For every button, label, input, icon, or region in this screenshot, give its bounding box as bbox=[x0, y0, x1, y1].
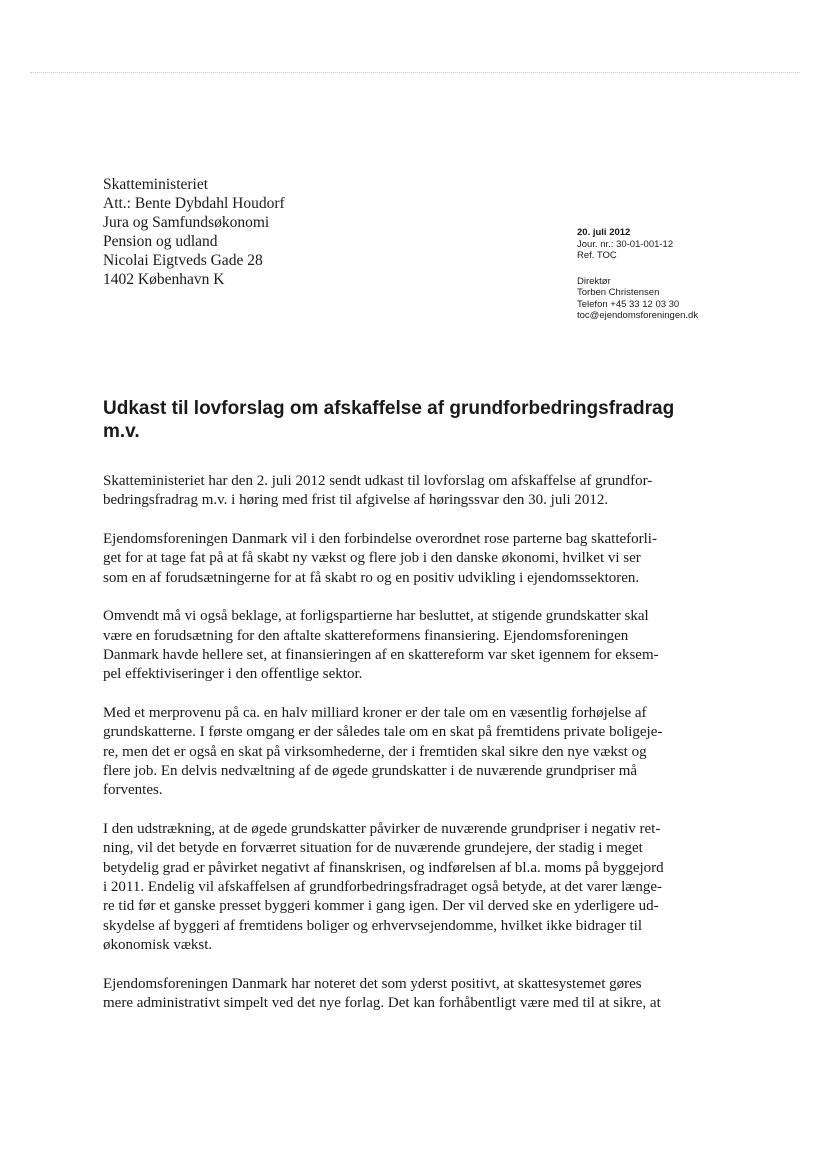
text-line: forventes. bbox=[103, 782, 163, 799]
letter-body bbox=[103, 472, 699, 1033]
heading-line: m.v. bbox=[103, 421, 140, 442]
letter-heading bbox=[103, 397, 693, 443]
sender-email: toc@ejendomsforeningen.dk bbox=[577, 310, 699, 321]
text-line: Omvendt må vi også beklage, at forligspartierne har besluttet, at stigende grundskatter skal bbox=[103, 608, 649, 625]
heading-line: Udkast til lovforslag om afskaffelse af grundforbedringsfradrag bbox=[103, 398, 675, 419]
spacer bbox=[577, 262, 698, 276]
recipient-line: Skatteministeriet bbox=[103, 176, 209, 193]
text-line: ning, vil det betyde en forværret situation for de nuværende grundejere, der stadig i meget bbox=[103, 840, 643, 857]
reference: Ref. TOC bbox=[577, 250, 617, 261]
text-line: mere administrativt simpelt ved det nye forlag. Det kan forhåbentligt være med til at sikre, at bbox=[103, 995, 661, 1012]
recipient-line: 1402 København K bbox=[103, 271, 225, 288]
paragraph bbox=[103, 820, 699, 955]
journal-number: Jour. nr.: 30-01-001-12 bbox=[577, 238, 674, 250]
recipient-line: Pension og udland bbox=[103, 233, 218, 250]
scan-artifact-line bbox=[30, 72, 800, 73]
text-line: get for at tage fat på at få skabt ny vækst og flere job i den danske økonomi, hvilket vi ser bbox=[103, 550, 641, 567]
text-line: økonomisk vækst. bbox=[103, 936, 213, 953]
paragraph bbox=[103, 975, 699, 1014]
paragraph bbox=[103, 472, 699, 511]
text-line: Ejendomsforeningen Danmark har noteret det som yderst positivt, at skattesystemet gøres bbox=[103, 975, 642, 992]
text-line: flere job. En delvis nedvæltning af de øgede grundskatter i de nuværende grundpriser må bbox=[103, 763, 638, 780]
recipient-line: Nicolai Eigtveds Gade 28 bbox=[103, 252, 263, 269]
text-line: som en af forudsætningerne for at få skabt ro og en positiv udvikling i ejendomssektoren. bbox=[103, 569, 640, 586]
sender-phone: Telefon +45 33 12 03 30 bbox=[577, 298, 680, 310]
text-line: Med et merprovenu på ca. en halv milliard kroner er der tale om en væsentlig forhøjelse af bbox=[103, 705, 647, 722]
paragraph bbox=[103, 530, 699, 588]
recipient-line: Att.: Bente Dybdahl Houdorf bbox=[103, 195, 285, 212]
sender-name: Torben Christensen bbox=[577, 287, 660, 298]
recipient-line: Jura og Samfundsøkonomi bbox=[103, 214, 270, 231]
paragraph bbox=[103, 607, 699, 684]
sender-title: Direktør bbox=[577, 275, 611, 287]
text-line: re tid før et ganske presset byggeri kommer i gang igen. Der vil derved ske en yderligere ud- bbox=[103, 898, 659, 915]
text-line: i 2011. Endelig vil afskaffelsen af grundforbedringsfradraget også betyde, at det varer længe- bbox=[103, 879, 662, 896]
text-line: være en forudsætning for den aftalte skattereformens finansiering. Ejendomsforeningen bbox=[103, 627, 629, 644]
recipient-address bbox=[103, 175, 285, 289]
text-line: re, men det er også en skat på virksomhederne, der i fremtiden skal sikre den nye vækst og bbox=[103, 743, 647, 760]
letter-date: 20. juli 2012 bbox=[577, 227, 631, 238]
paragraph bbox=[103, 704, 699, 800]
text-line: betydelig grad er påvirket negativt af finanskrisen, og indførelsen af bl.a. moms på byggejord bbox=[103, 859, 664, 876]
text-line: grundskatterne. I første omgang er der således tale om en skat på fremtidens private boligeje- bbox=[103, 724, 663, 741]
sender-info bbox=[577, 227, 698, 322]
text-line: Ejendomsforeningen Danmark vil i den forbindelse overordnet rose parterne bag skatteforli- bbox=[103, 531, 657, 548]
text-line: pel effektiviseringer i den offentlige sektor. bbox=[103, 666, 363, 683]
text-line: I den udstrækning, at de øgede grundskatter påvirker de nuværende grundpriser i negativ ret- bbox=[103, 821, 661, 838]
text-line: Danmark havde hellere set, at finansieringen af en skattereform var sket igennem for eksem- bbox=[103, 647, 659, 664]
text-line: skydelse af byggeri af fremtidens boliger og erhvervsejendomme, hvilket ikke bidrager til bbox=[103, 917, 642, 934]
text-line: bedringsfradrag m.v. i høring med frist til afgivelse af høringssvar den 30. juli 2012. bbox=[103, 492, 609, 509]
text-line: Skatteministeriet har den 2. juli 2012 sendt udkast til lovforslag om afskaffelse af grundfor- bbox=[103, 473, 653, 489]
